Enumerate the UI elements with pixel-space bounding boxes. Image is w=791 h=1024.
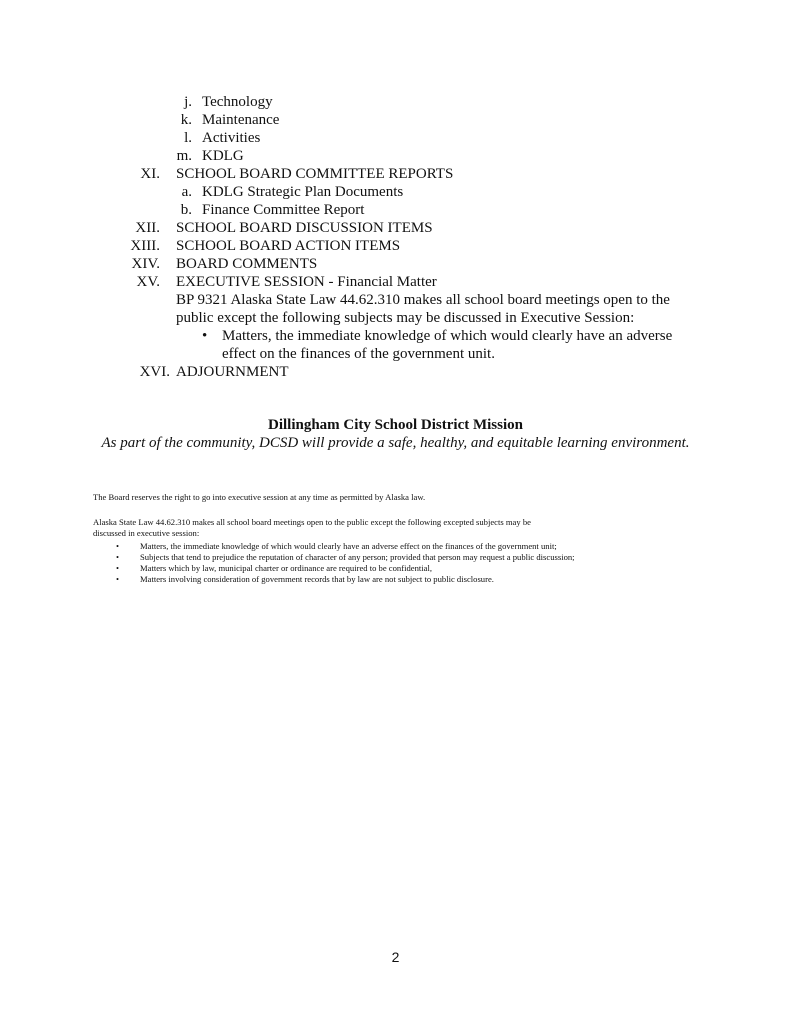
alaska-law-note: Alaska State Law 44.62.310 makes all school board meetings open to the public except the following excepted subjects may be discussed in executive session:: [93, 517, 531, 538]
mission-title: Dillingham City School District Mission: [267, 417, 523, 433]
law-bullet-item: Matters which by law, municipal charter or ordinance are required to be confidential,: [140, 563, 432, 573]
agenda-marker: j.: [184, 94, 192, 110]
mission-statement: As part of the community, DCSD will provide a safe, healthy, and equitable learning environment.: [101, 435, 690, 451]
agenda-section-executive-session: EXECUTIVE SESSION - Financial Matter: [176, 274, 437, 290]
bullet-icon: •: [116, 574, 120, 584]
executive-session-paragraph: public except the following subjects may be discussed in Executive Session:: [176, 310, 635, 326]
bullet-icon: •: [116, 552, 120, 562]
agenda-section-board-comments: BOARD COMMENTS: [176, 256, 318, 272]
agenda-section-adjournment: ADJOURNMENT: [176, 364, 289, 380]
page-number: 2: [391, 949, 400, 965]
bullet-icon: •: [116, 563, 120, 573]
agenda-section-committee-reports: SCHOOL BOARD COMMITTEE REPORTS: [176, 166, 454, 182]
agenda-section-discussion-items: SCHOOL BOARD DISCUSSION ITEMS: [176, 220, 433, 236]
agenda-marker: b.: [180, 202, 192, 218]
agenda-item-maintenance: Maintenance: [202, 112, 280, 128]
agenda-marker: m.: [176, 148, 192, 164]
agenda-marker: XIV.: [131, 256, 160, 272]
agenda-marker: l.: [184, 130, 192, 146]
executive-session-paragraph: BP 9321 Alaska State Law 44.62.310 makes all school board meetings open to the: [176, 292, 670, 308]
agenda-marker: XIII.: [130, 238, 160, 254]
law-bullet-item: Subjects that tend to prejudice the reputation of character of any person; provided that person may request a public discussion;: [140, 552, 575, 562]
agenda-marker: XI.: [140, 166, 160, 182]
agenda-marker: k.: [180, 112, 192, 128]
agenda-item-activities: Activities: [202, 130, 261, 146]
agenda-marker: XV.: [136, 274, 160, 290]
law-bullet-item: Matters involving consideration of government records that by law are not subject to public disclosure.: [140, 574, 494, 584]
agenda-item-kdlg: KDLG: [202, 148, 244, 164]
executive-session-bullet: Matters, the immediate knowledge of which would clearly have an adverse: [222, 328, 673, 344]
agenda-item-technology: Technology: [202, 94, 273, 110]
agenda-marker: a.: [181, 184, 192, 200]
agenda-section-action-items: SCHOOL BOARD ACTION ITEMS: [176, 238, 401, 254]
agenda-item-kdlg-strategic-plan: KDLG Strategic Plan Documents: [202, 184, 404, 200]
agenda-marker: XVI.: [139, 364, 170, 380]
agenda-marker: XII.: [135, 220, 160, 236]
executive-session-bullet: effect on the finances of the government unit.: [222, 346, 495, 362]
bullet-icon: •: [202, 328, 208, 344]
bullet-icon: •: [116, 541, 120, 551]
law-bullet-item: Matters, the immediate knowledge of which would clearly have an adverse effect on the finances of the government unit;: [140, 541, 557, 551]
executive-session-reserve-note: The Board reserves the right to go into executive session at any time as permitted by Alaska law.: [93, 492, 426, 502]
agenda-item-finance-committee: Finance Committee Report: [202, 202, 365, 218]
